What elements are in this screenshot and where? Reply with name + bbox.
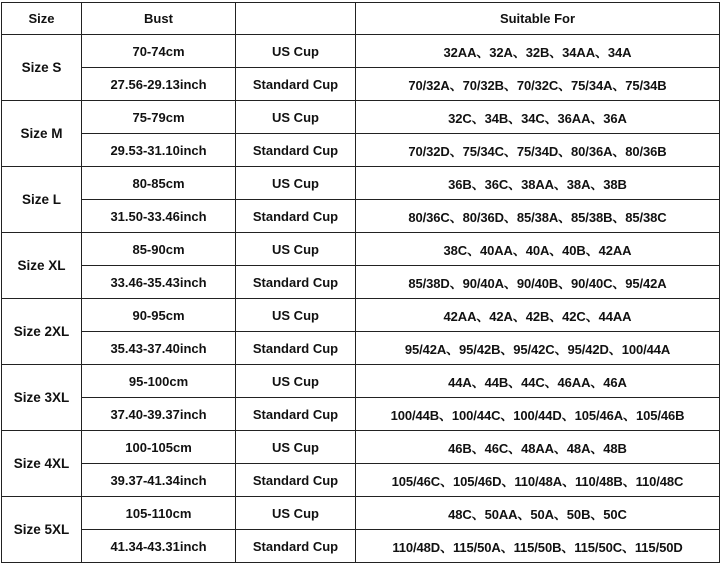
table-row	[2, 200, 720, 233]
bust-inch: 33.46-35.43inch	[82, 266, 236, 299]
us-cup-label: US Cup	[236, 167, 356, 200]
standard-cup-label: Standard Cup	[236, 266, 356, 299]
size-label: Size L	[2, 167, 82, 233]
header-bust: Bust	[82, 3, 236, 35]
standard-cup-label: Standard Cup	[236, 398, 356, 431]
chart-body	[2, 35, 720, 563]
us-cup-sizes: 32C、34B、34C、36AA、36A	[356, 101, 720, 134]
us-cup-label: US Cup	[236, 299, 356, 332]
size-label: Size 5XL	[2, 497, 82, 563]
standard-cup-label: Standard Cup	[236, 332, 356, 365]
table-row	[2, 464, 720, 497]
table-row	[2, 530, 720, 563]
header-suitable-for: Suitable For	[356, 3, 720, 35]
us-cup-label: US Cup	[236, 35, 356, 68]
standard-cup-sizes: 70/32D、75/34C、75/34D、80/36A、80/36B	[356, 134, 720, 167]
size-label: Size 2XL	[2, 299, 82, 365]
table-row	[2, 266, 720, 299]
table-row	[2, 299, 720, 332]
bust-cm: 100-105cm	[82, 431, 236, 464]
header-blank	[236, 3, 356, 35]
us-cup-sizes: 42AA、42A、42B、42C、44AA	[356, 299, 720, 332]
us-cup-sizes: 38C、40AA、40A、40B、42AA	[356, 233, 720, 266]
table-row	[2, 365, 720, 398]
us-cup-label: US Cup	[236, 365, 356, 398]
standard-cup-sizes: 110/48D、115/50A、115/50B、115/50C、115/50D	[356, 530, 720, 563]
size-chart-table	[1, 2, 720, 563]
bust-inch: 37.40-39.37inch	[82, 398, 236, 431]
table-row	[2, 101, 720, 134]
bust-cm: 90-95cm	[82, 299, 236, 332]
bust-inch: 39.37-41.34inch	[82, 464, 236, 497]
bust-inch: 41.34-43.31inch	[82, 530, 236, 563]
table-row	[2, 332, 720, 365]
us-cup-sizes: 46B、46C、48AA、48A、48B	[356, 431, 720, 464]
standard-cup-sizes: 70/32A、70/32B、70/32C、75/34A、75/34B	[356, 68, 720, 101]
standard-cup-label: Standard Cup	[236, 464, 356, 497]
us-cup-sizes: 44A、44B、44C、46AA、46A	[356, 365, 720, 398]
us-cup-sizes: 48C、50AA、50A、50B、50C	[356, 497, 720, 530]
table-row	[2, 497, 720, 530]
table-row	[2, 233, 720, 266]
us-cup-sizes: 36B、36C、38AA、38A、38B	[356, 167, 720, 200]
us-cup-label: US Cup	[236, 431, 356, 464]
us-cup-label: US Cup	[236, 101, 356, 134]
standard-cup-label: Standard Cup	[236, 134, 356, 167]
size-label: Size S	[2, 35, 82, 101]
standard-cup-sizes: 95/42A、95/42B、95/42C、95/42D、100/44A	[356, 332, 720, 365]
bust-inch: 31.50-33.46inch	[82, 200, 236, 233]
bust-inch: 27.56-29.13inch	[82, 68, 236, 101]
table-row	[2, 134, 720, 167]
table-row	[2, 68, 720, 101]
standard-cup-sizes: 80/36C、80/36D、85/38A、85/38B、85/38C	[356, 200, 720, 233]
bust-cm: 105-110cm	[82, 497, 236, 530]
bust-cm: 85-90cm	[82, 233, 236, 266]
standard-cup-label: Standard Cup	[236, 68, 356, 101]
size-label: Size 4XL	[2, 431, 82, 497]
size-label: Size XL	[2, 233, 82, 299]
header-row	[2, 3, 720, 35]
standard-cup-sizes: 100/44B、100/44C、100/44D、105/46A、105/46B	[356, 398, 720, 431]
table-row	[2, 398, 720, 431]
table-row	[2, 431, 720, 464]
table-row	[2, 167, 720, 200]
bust-cm: 80-85cm	[82, 167, 236, 200]
bust-cm: 95-100cm	[82, 365, 236, 398]
standard-cup-sizes: 85/38D、90/40A、90/40B、90/40C、95/42A	[356, 266, 720, 299]
bust-cm: 70-74cm	[82, 35, 236, 68]
standard-cup-sizes: 105/46C、105/46D、110/48A、110/48B、110/48C	[356, 464, 720, 497]
us-cup-sizes: 32AA、32A、32B、34AA、34A	[356, 35, 720, 68]
size-label: Size M	[2, 101, 82, 167]
size-label: Size 3XL	[2, 365, 82, 431]
bust-inch: 35.43-37.40inch	[82, 332, 236, 365]
bust-cm: 75-79cm	[82, 101, 236, 134]
standard-cup-label: Standard Cup	[236, 530, 356, 563]
us-cup-label: US Cup	[236, 497, 356, 530]
header-size: Size	[2, 3, 82, 35]
table-row	[2, 35, 720, 68]
bust-inch: 29.53-31.10inch	[82, 134, 236, 167]
standard-cup-label: Standard Cup	[236, 200, 356, 233]
us-cup-label: US Cup	[236, 233, 356, 266]
